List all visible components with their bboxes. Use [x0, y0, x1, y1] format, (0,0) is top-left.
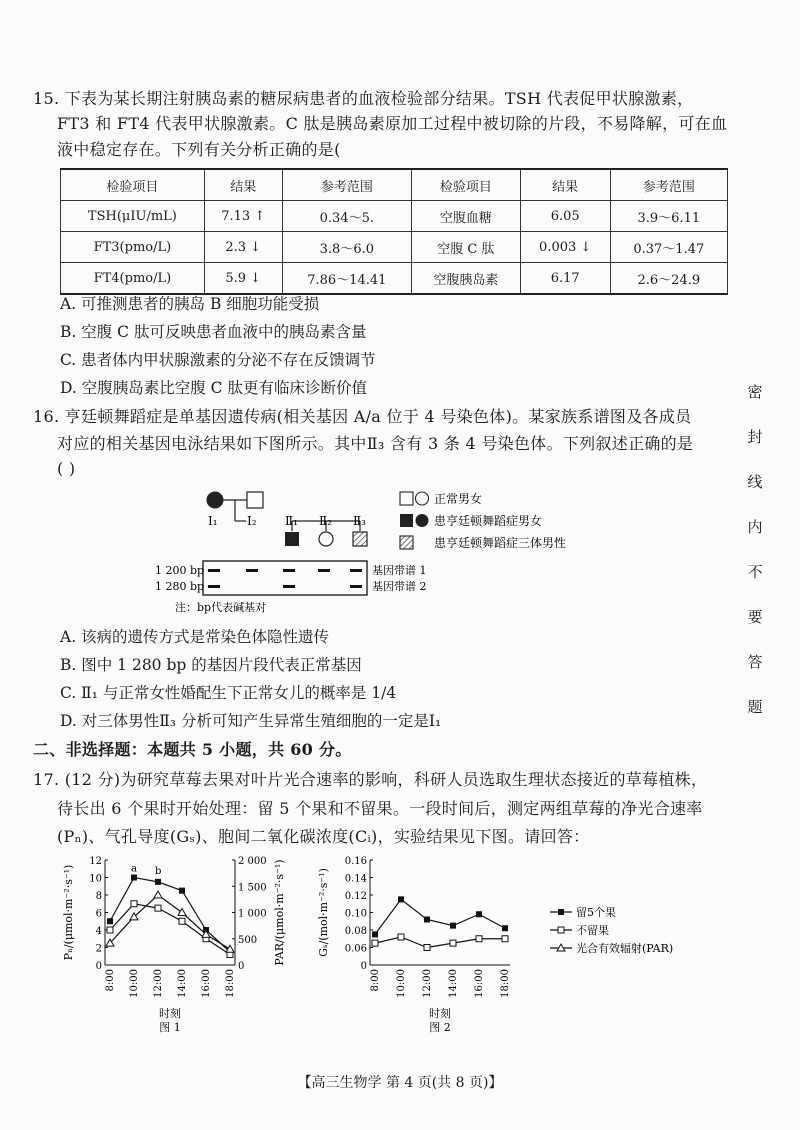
y-tick-label: 10 [89, 873, 102, 885]
point-marker [107, 927, 113, 933]
y2-tick-label: 0 [238, 961, 245, 972]
q15-option-b: B. 空腹 C 肽可反映患者血液中的胰岛素含量 [60, 323, 367, 341]
q15-line2: FT3 和 FT4 代表甲状腺激素。C 肽是胰岛素原加工过程中被切除的片段，不易降解，可在血 [57, 114, 728, 133]
x-axis-label: 时刻 [429, 1007, 451, 1020]
sidebar-char: 答 [747, 653, 763, 671]
point-marker [558, 909, 564, 915]
table-cell: 3.8～6.0 [282, 232, 411, 263]
q16-option-a: A. 该病的遗传方式是常染色体隐性遗传 [60, 628, 330, 646]
y-tick-label: 0.06 [344, 943, 367, 955]
table-cell: 6.05 [520, 201, 610, 232]
q17-line1: 17. (12 分)为研究草莓去果对叶片光合速率的影响，科研人员选取生理状态接近的草莓植株， [33, 770, 708, 789]
band [208, 585, 220, 588]
gel-box [203, 561, 367, 595]
table-cell: 空腹胰岛素 [412, 263, 521, 295]
series-line-1 [110, 904, 230, 955]
table-header: 检验项目 [61, 169, 205, 201]
table-header: 结果 [204, 169, 282, 201]
point-marker [178, 909, 186, 916]
table-cell: 7.86～14.41 [282, 263, 411, 295]
y-tick-label: 12 [89, 856, 102, 867]
point-marker [398, 896, 404, 902]
sidebar-char: 密 [747, 383, 763, 401]
table-cell: 2.6～24.9 [610, 263, 727, 295]
table-cell: 0.37～1.47 [610, 232, 727, 263]
sidebar-char: 题 [747, 698, 763, 716]
point-marker [424, 945, 430, 951]
table-header: 参考范围 [282, 169, 411, 201]
label-I1: Ⅰ₁ [208, 514, 218, 528]
chart-title: 图 2 [429, 1021, 451, 1034]
table-cell: FT4(pmo/L) [61, 263, 205, 295]
affected-female-symbol [207, 492, 223, 508]
x-tick-label: 18:00 [500, 969, 511, 998]
normal-female-symbol [319, 532, 333, 546]
gel-bands [208, 569, 362, 588]
legend-trisomy-label: 患亨廷顿舞蹈症三体男性 [434, 536, 567, 550]
x-tick-label: 10:00 [396, 969, 407, 998]
point-marker [558, 927, 564, 933]
sidebar-char: 封 [747, 428, 763, 446]
y2-axis-label: PAR/(μmol·m⁻²·s⁻¹) [273, 859, 286, 966]
legend-label: 光合有效辐射(PAR) [576, 942, 674, 955]
q16-line2: 对应的相关基因电泳结果如下图所示。其中Ⅱ₃ 含有 3 条 4 号染色体。下列叙述正确的是 [57, 434, 694, 453]
bp-label-1200: 1 200 bp [155, 564, 205, 577]
table-cell: 3.9～6.11 [610, 201, 727, 232]
label-II2: Ⅱ₂ [319, 514, 332, 528]
point-marker [372, 931, 378, 937]
y-tick-label: 0.16 [344, 856, 367, 867]
legend-normal-square [400, 492, 413, 505]
band [350, 569, 362, 572]
point-marker [502, 925, 508, 931]
band [318, 569, 330, 572]
label-II1: Ⅱ₁ [285, 514, 298, 528]
table-cell: 0.34～5. [282, 201, 411, 232]
q16-line3: ( ) [57, 459, 76, 478]
legend-label: 留5个果 [576, 906, 616, 919]
point-marker [502, 936, 508, 942]
y2-tick-label: 1 500 [238, 882, 267, 894]
x-tick-label: 14:00 [177, 969, 188, 998]
x-tick-label: 12:00 [153, 969, 164, 998]
x-tick-label: 12:00 [422, 969, 433, 998]
y-axis-label: Gₛ/(mol·m⁻²·s⁻¹) [317, 868, 330, 957]
table-cell: TSH(μIU/mL) [61, 201, 205, 232]
label-I2: Ⅰ₂ [247, 514, 257, 528]
y-tick-label: 0 [360, 961, 367, 972]
table-cell: 5.9 ↓ [204, 263, 282, 295]
table-cell: FT3(pmo/L) [61, 232, 205, 263]
point-marker [179, 888, 185, 894]
table-cell: 6.17 [520, 263, 610, 295]
chart-figure-1 [60, 850, 320, 1034]
normal-male-symbol [247, 492, 263, 508]
q16-line1: 16. 亨廷顿舞蹈症是单基因遗传病(相关基因 A/a 位于 4 号染色体)。某家族系谱图及各成员 [33, 407, 692, 426]
bp-note: 注：bp代表碱基对 [175, 601, 267, 614]
y-tick-label: 2 [95, 943, 102, 955]
point-marker [424, 917, 430, 923]
x-tick-label: 10:00 [129, 969, 140, 998]
q15-option-a: A. 可推测患者的胰岛 B 细胞功能受损 [60, 295, 320, 313]
band-label-2: 基因带谱 2 [372, 580, 427, 593]
table-header: 检验项目 [412, 169, 521, 201]
y-tick-label: 0 [95, 961, 102, 972]
table-row [61, 263, 728, 295]
point-marker [476, 936, 482, 942]
point-marker [131, 875, 137, 881]
series-line-2 [110, 895, 230, 949]
lab-results-table [60, 168, 728, 295]
y-tick-label: 4 [95, 926, 102, 937]
x-tick-label: 16:00 [201, 969, 212, 998]
q16-option-c: C. Ⅱ₁ 与正常女性婚配生下正常女儿的概率是 1/4 [60, 684, 397, 702]
q16-option-d: D. 对三体男性Ⅱ₃ 分析可知产生异常生殖细胞的一定是Ⅰ₁ [60, 712, 442, 730]
legend-label: 不留果 [576, 924, 609, 937]
legend-normal-label: 正常男女 [434, 492, 483, 506]
point-marker [154, 891, 162, 898]
point-marker [450, 923, 456, 929]
q15-line1: 15. 下表为某长期注射胰岛素的糖尿病患者的血液检验部分结果。TSH 代表促甲状腺激素， [33, 89, 694, 108]
x-tick-label: 8:00 [370, 969, 381, 992]
table-cell: 空腹 C 肽 [412, 232, 521, 263]
point-marker [372, 940, 378, 946]
x-tick-label: 14:00 [448, 969, 459, 998]
point-marker [155, 879, 161, 885]
band [208, 569, 220, 572]
point-marker [476, 911, 482, 917]
y-tick-label: 0.08 [344, 926, 367, 937]
section-heading: 二、非选择题：本题共 5 小题，共 60 分。 [33, 740, 352, 759]
pedigree-figure [150, 485, 630, 620]
chart-figure-2 [315, 850, 735, 1034]
sidebar-char: 要 [747, 608, 763, 626]
table-cell: 2.3 ↓ [204, 232, 282, 263]
page-footer: 【高三生物学 第 4 页(共 8 页)】 [297, 1075, 503, 1091]
bp-label-1280: 1 280 bp [155, 580, 205, 593]
legend-trisomy-square [400, 536, 413, 549]
band [350, 585, 362, 588]
y2-tick-label: 1 000 [238, 908, 267, 920]
x-tick-label: 8:00 [105, 969, 116, 992]
seal-line-notice [740, 370, 770, 730]
q17-line3: (Pₙ)、气孔导度(Gₛ)、胞间二氧化碳浓度(Cᵢ)，实验结果见下图。请回答： [57, 827, 590, 846]
series-line-1 [375, 937, 505, 948]
y-tick-label: 6 [95, 908, 102, 920]
sidebar-char: 不 [747, 563, 763, 581]
y-axis-label: Pₙ/(μmol·m⁻²·s⁻¹) [62, 864, 75, 961]
affected-male-symbol [285, 532, 299, 546]
table-header: 结果 [520, 169, 610, 201]
table-header: 参考范围 [610, 169, 727, 201]
y2-tick-label: 2 000 [238, 856, 267, 867]
point-marker [131, 901, 137, 907]
series-line-0 [375, 899, 505, 934]
y-tick-label: 0.10 [344, 908, 367, 920]
q15-option-d: D. 空腹胰岛素比空腹 C 肽更有临床诊断价值 [60, 379, 367, 397]
sidebar-char: 内 [747, 518, 763, 536]
y-tick-label: 0.14 [344, 873, 367, 885]
q16-option-b: B. 图中 1 280 bp 的基因片段代表正常基因 [60, 656, 362, 674]
q15-option-c: C. 患者体内甲状腺激素的分泌不存在反馈调节 [60, 351, 376, 369]
legend-affected-circle [416, 514, 429, 527]
q17-line2: 待长出 6 个果时开始处理：留 5 个果和不留果。一段时间后，测定两组草莓的净光合速率 [57, 799, 703, 818]
point-marker [155, 905, 161, 911]
legend-affected-label: 患亨廷顿舞蹈症男女 [434, 514, 543, 528]
y-tick-label: 0.12 [344, 891, 367, 902]
band [246, 569, 258, 572]
band-label-1: 基因带谱 1 [372, 564, 427, 577]
trisomy-male-symbol [353, 532, 367, 546]
legend-affected-square [400, 514, 413, 527]
annotation-b: b [155, 865, 162, 877]
table-row [61, 232, 728, 263]
x-tick-label: 16:00 [474, 969, 485, 998]
point-marker [107, 918, 113, 924]
table-cell: 空腹血糖 [412, 201, 521, 232]
band [283, 569, 295, 572]
x-axis-label: 时刻 [159, 1007, 181, 1020]
y-tick-label: 8 [95, 891, 102, 902]
table-cell: 7.13 ↑ [204, 201, 282, 232]
label-II3: Ⅱ₃ [353, 514, 366, 528]
table-header-row [61, 169, 728, 201]
y2-tick-label: 500 [238, 934, 258, 946]
point-marker [450, 940, 456, 946]
x-tick-label: 18:00 [225, 969, 236, 998]
point-marker [398, 934, 404, 940]
legend-normal-circle [416, 492, 429, 505]
chart-title: 图 1 [159, 1021, 181, 1034]
sidebar-char: 线 [747, 473, 763, 491]
point-marker [179, 918, 185, 924]
q15-line3: 液中稳定存在。下列有关分析正确的是( [57, 140, 341, 159]
table-row [61, 201, 728, 232]
annotation-a: a [131, 863, 137, 875]
table-cell: 0.003 ↓ [520, 232, 610, 263]
band [283, 585, 295, 588]
